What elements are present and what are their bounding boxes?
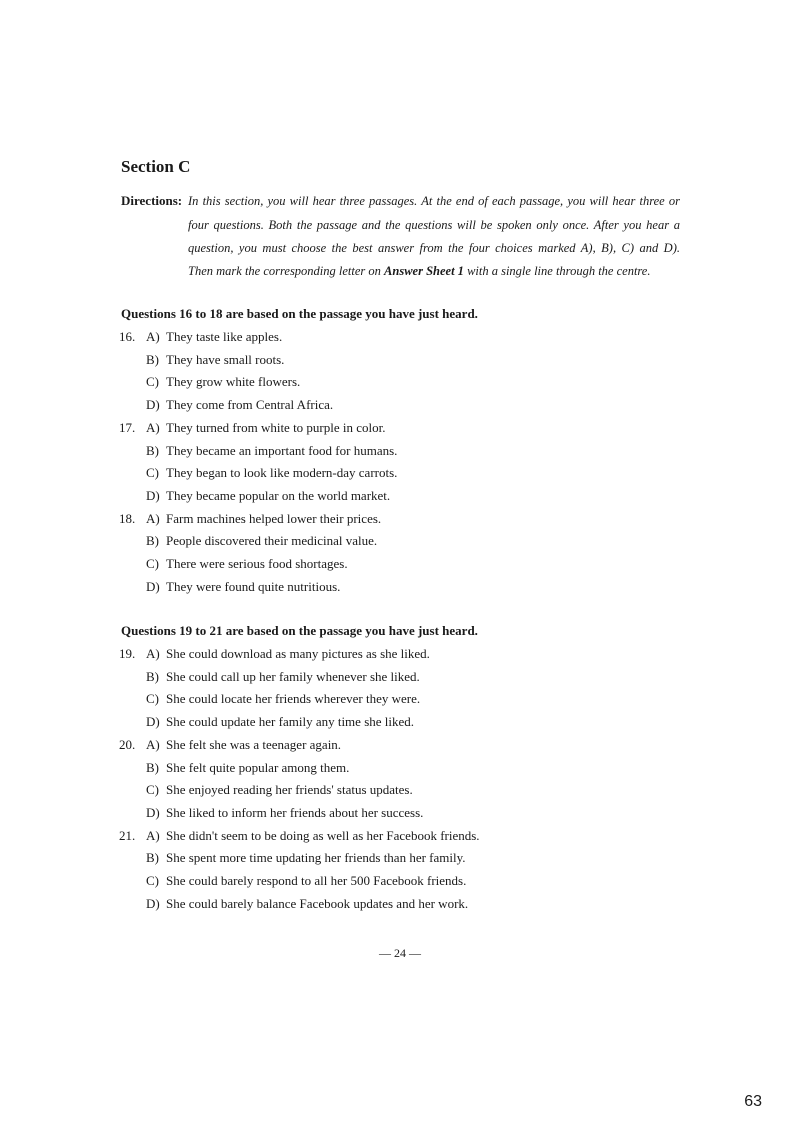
question-number: 16.: [119, 329, 136, 344]
question-item: [119, 736, 341, 754]
directions-line: [188, 264, 680, 279]
option-text: People discovered their medicinal value.: [166, 533, 378, 549]
option-text: They became an important food for humans.: [166, 442, 398, 458]
option-letter: C): [146, 374, 159, 390]
option-text: They turned from white to purple in color.: [166, 419, 386, 435]
option-text: Farm machines helped lower their prices.: [166, 510, 382, 526]
directions-line: In this section, you will hear three passages. At the end of each passage, you will hear three or: [188, 194, 680, 208]
option-text: She felt she was a teenager again.: [166, 736, 342, 752]
answer-option: [146, 849, 466, 867]
question-item: [119, 328, 282, 346]
answer-option: [146, 690, 420, 708]
option-letter: C): [146, 873, 159, 888]
question-item: [119, 419, 386, 437]
option-letter: A): [146, 646, 160, 661]
answer-option: [146, 759, 349, 777]
directions-line: question, you must choose the best answer from the four choices marked A), B), C) and D).: [188, 241, 680, 255]
answer-option: [146, 396, 333, 414]
option-text: She could update her family any time she liked.: [166, 714, 415, 730]
option-letter: A): [146, 419, 160, 435]
page-number: 63: [744, 1093, 762, 1110]
question-number: 18.: [119, 510, 136, 526]
option-text: She could barely balance Facebook updates and her work.: [166, 895, 469, 911]
question-number: 19.: [119, 646, 136, 661]
option-text: They began to look like modern-day carrots.: [166, 465, 398, 481]
option-text: She enjoyed reading her friends' status updates.: [166, 782, 413, 798]
option-text: She could locate her friends wherever they were.: [166, 691, 421, 707]
page-footer: — 24 —: [379, 946, 421, 960]
option-letter: A): [146, 827, 160, 843]
option-text: She felt quite popular among them.: [166, 759, 350, 775]
option-text: There were serious food shortages.: [166, 556, 348, 571]
option-letter: B): [146, 668, 159, 684]
option-text: They became popular on the world market.: [166, 487, 391, 503]
option-letter: C): [146, 782, 159, 798]
answer-option: [146, 895, 468, 913]
answer-sheet-label: Answer Sheet 1: [384, 264, 464, 278]
option-letter: A): [146, 736, 160, 752]
option-letter: D): [146, 397, 160, 413]
option-text: She could barely respond to all her 500 Facebook friends.: [166, 873, 467, 888]
question-group-header: Questions 19 to 21 are based on the passage you have just heard.: [121, 623, 478, 638]
directions-text: Then mark the corresponding letter on: [188, 264, 381, 278]
option-text: They were found quite nutritious.: [166, 578, 341, 594]
option-text: She could call up her family whenever she liked.: [166, 668, 420, 684]
answer-option: [146, 373, 300, 391]
answer-option: [146, 532, 377, 550]
option-letter: D): [146, 714, 160, 730]
option-letter: C): [146, 691, 159, 707]
option-letter: A): [146, 329, 160, 344]
directions-line: four questions. Both the passage and the questions will be spoken only once. After you hear a: [188, 218, 680, 232]
option-letter: C): [146, 465, 159, 481]
option-text: They grow white flowers.: [166, 374, 301, 390]
question-number: 20.: [119, 736, 136, 752]
answer-option: [146, 487, 390, 505]
question-number: 17.: [119, 419, 136, 435]
option-text: They have small roots.: [166, 351, 285, 367]
option-letter: B): [146, 850, 159, 866]
option-text: She could download as many pictures as she liked.: [166, 646, 430, 661]
answer-option: [146, 713, 414, 731]
option-letter: D): [146, 487, 160, 503]
question-group-header: Questions 16 to 18 are based on the passage you have just heard.: [121, 306, 478, 321]
option-text: She liked to inform her friends about her success.: [166, 804, 424, 820]
section-title: Section C: [121, 157, 191, 176]
answer-option: [146, 442, 397, 460]
question-item: [119, 827, 480, 845]
option-letter: B): [146, 759, 159, 775]
question-number: 21.: [119, 827, 136, 843]
option-letter: B): [146, 442, 159, 458]
option-letter: B): [146, 351, 159, 367]
option-text: She spent more time updating her friends than her family.: [166, 850, 466, 866]
answer-option: [146, 464, 397, 482]
option-text: They taste like apples.: [166, 329, 283, 344]
directions-text: with a single line through the centre.: [467, 264, 651, 278]
option-letter: D): [146, 578, 160, 594]
answer-option: [146, 351, 284, 369]
answer-option: [146, 804, 423, 822]
option-letter: A): [146, 510, 160, 526]
answer-option: [146, 872, 466, 890]
option-letter: D): [146, 895, 160, 911]
answer-option: [146, 555, 348, 573]
option-letter: C): [146, 556, 159, 571]
directions-label: Directions:: [121, 193, 183, 208]
answer-option: [146, 578, 340, 596]
answer-option: [146, 781, 413, 799]
question-item: [119, 645, 430, 663]
option-letter: D): [146, 804, 160, 820]
option-letter: B): [146, 533, 159, 549]
option-text: She didn't seem to be doing as well as her Facebook friends.: [166, 827, 480, 843]
question-item: [119, 510, 381, 528]
answer-option: [146, 668, 420, 686]
option-text: They come from Central Africa.: [166, 397, 334, 413]
